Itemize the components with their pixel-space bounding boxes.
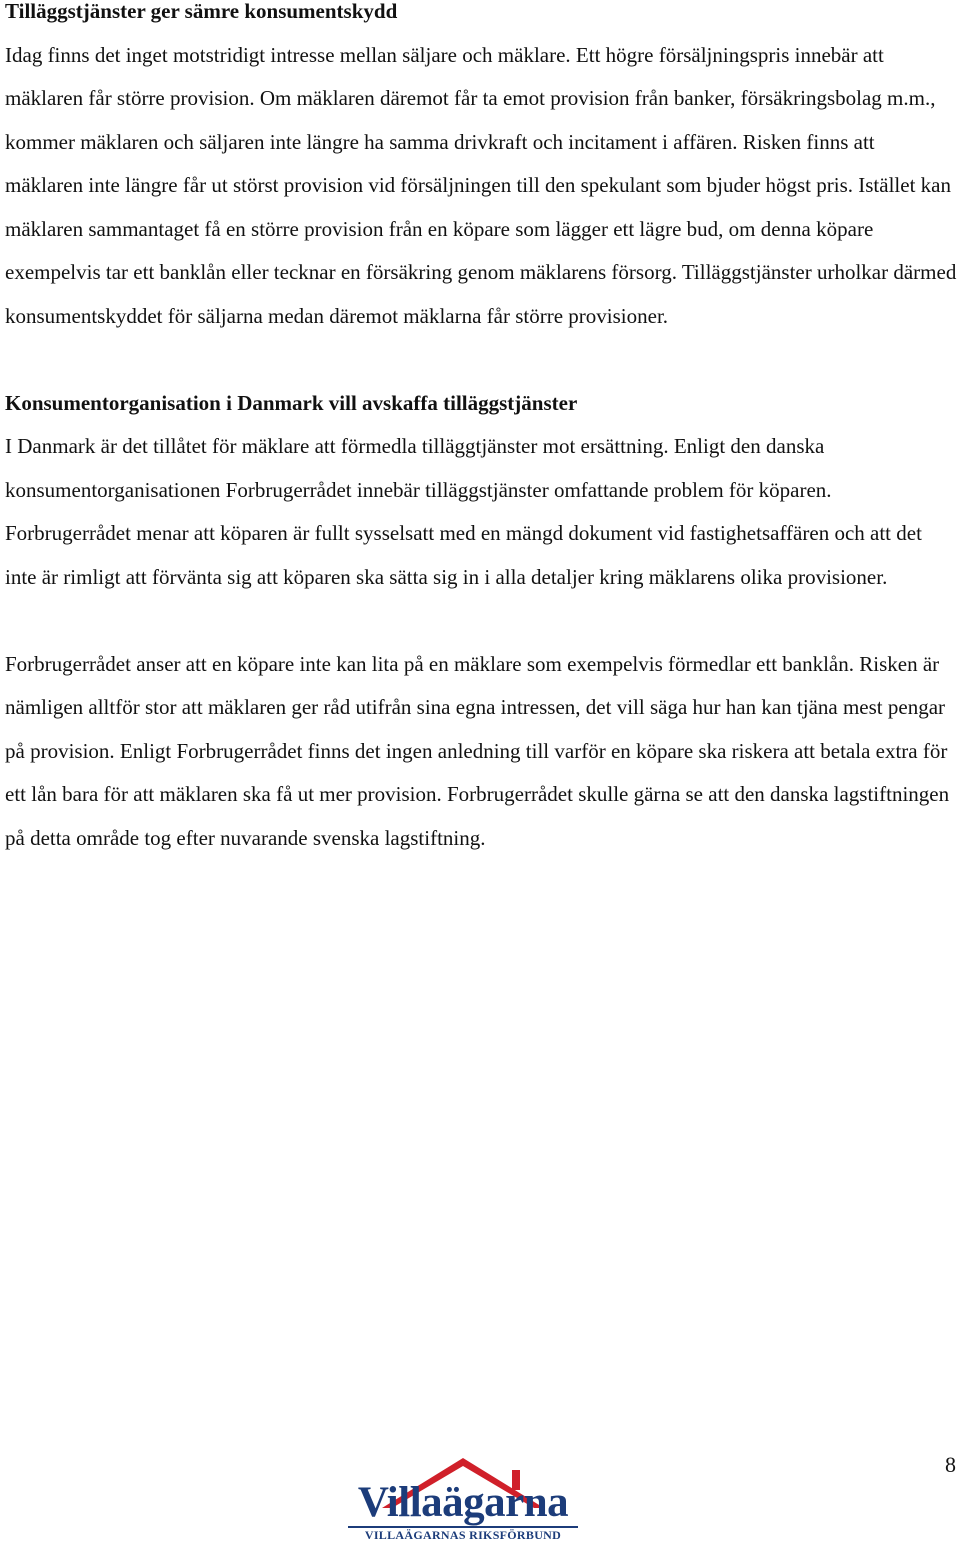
logo-wordmark: Villaägarna: [357, 1479, 569, 1526]
paragraph-gap: [5, 599, 957, 643]
section-heading-2: Konsumentorganisation i Danmark vill avskaffa tilläggstjänster: [5, 390, 578, 415]
section-2-paragraph-1: I Danmark är det tillåtet för mäklare att förmedla tilläggtjänster mot ersättning. Enligt den danska konsumentorganisationen Forbrugerrådet innebär tilläggstjänster omfattande problem för köparen. Forbrugerrådet menar att köparen är fullt sysselsatt med en mängd dokument vid fastighetsaffären och att det inte är rimligt att förvänta sig att köparen ska sätta sig in i alla detaljer kring mäklarens olika provisioner.: [5, 434, 922, 589]
villaagarna-logo: [344, 1456, 582, 1544]
paragraph-gap: [5, 338, 957, 382]
section-2-paragraph-2: Forbrugerrådet anser att en köpare inte kan lita på en mäklare som exempelvis förmedlar ett banklån. Risken är nämligen alltför stor att mäklaren ger råd utifrån sina egna intressen, det vill säga hur han kan tjäna mest pengar på provision. Enligt Forbrugerrådet finns det ingen anledning till varför en köpare ska riskera att betala extra för ett lån bara för att mäklaren ska få ut mer provision. Forbrugerrådet skulle gärna se att den danska lagstiftningen på detta område tog efter nuvarande svenska lagstiftning.: [5, 651, 950, 850]
page-number: 8: [945, 1452, 956, 1477]
logo-subtitle: VILLAÄGARNAS RIKSFÖRBUND: [364, 1528, 562, 1542]
section-heading-1: Tilläggstjänster ger sämre konsumentskydd: [5, 0, 398, 23]
document-page: [5, 0, 957, 860]
section-1-paragraph-1: Idag finns det inget motstridigt intresse mellan säljare och mäklare. Ett högre försäljningspris innebär att mäklaren får större provision. Om mäklaren däremot får ta emot provision från banker, försäkringsbolag m.m., kommer mäklaren och säljaren inte längre ha samma drivkraft och incitament i affären. Risken finns att mäklaren inte längre får ut störst provision vid försäljningen till den spekulant som bjuder högst pris. Istället kan mäklaren sammantaget få en större provision från en köpare som lägger ett lägre bud, om denna köpare exempelvis tar ett banklån eller tecknar en försäkring genom mäklarens försorg. Tilläggstjänster urholkar därmed konsumentskyddet för säljarna medan däremot mäklarna får större provisioner.: [5, 42, 957, 328]
